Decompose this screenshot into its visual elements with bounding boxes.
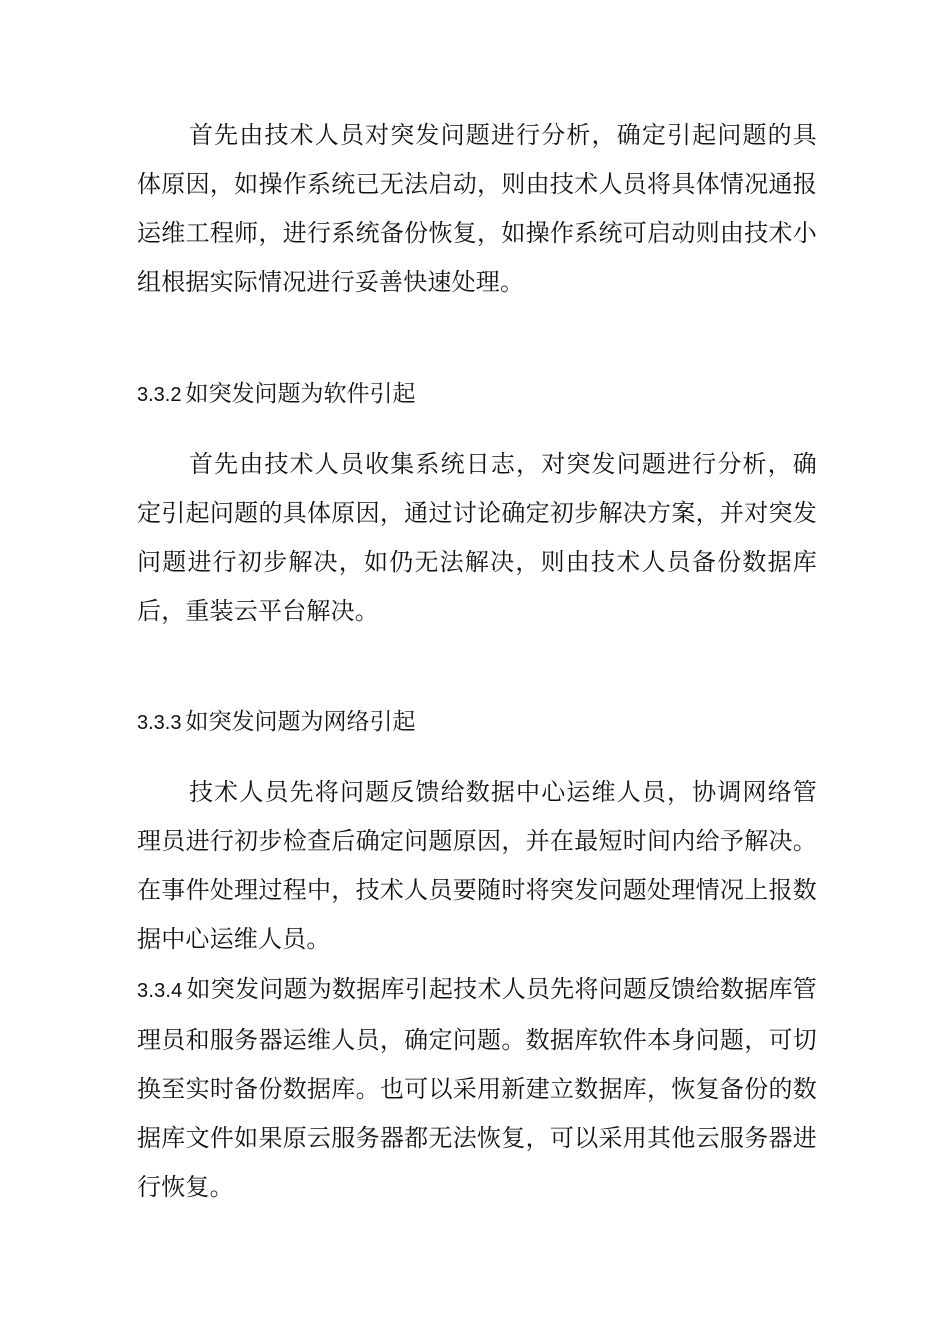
paragraph-database-handling (137, 965, 817, 1212)
section-number: 3.3.2 (137, 384, 182, 406)
section-heading-3-3-3 (137, 706, 415, 739)
section-number: 3.3.3 (137, 712, 182, 734)
paragraph-network-handling: 技术人员先将问题反馈给数据中心运维人员，协调网络管理员进行初步检查后确定问题原因，并在最短时间内给予解决。在事件处理过程中，技术人员要随时将突发问题处理情况上报数据中心运维人员。 (137, 778, 817, 953)
section-title: 如突发问题为网络引起 (185, 709, 416, 735)
paragraph-hardware-handling: 首先由技术人员对突发问题进行分析，确定引起问题的具体原因，如操作系统已无法启动，则由技术人员将具体情况通报运维工程师，进行系统备份恢复，如操作系统可启动则由技术小组根据实际情况进行妥善快速处理。 (137, 121, 817, 296)
section-body: 如突发问题为数据库引起技术人员先将问题反馈给数据库管理员和服务器运维人员，确定问题。数据库软件本身问题，可切换至实时备份数据库。也可以采用新建立数据库，恢复备份的数据库文件如果原云服务器都无法恢复，可以采用其他云服务器进行恢复。 (137, 975, 817, 1201)
section-heading-3-3-2 (137, 378, 415, 411)
paragraph-software-handling: 首先由技术人员收集系统日志，对突发问题进行分析，确定引起问题的具体原因，通过讨论确定初步解决方案，并对突发问题进行初步解决，如仍无法解决，则由技术人员备份数据库后，重装云平台解决。 (137, 450, 817, 625)
section-number: 3.3.4 (137, 980, 183, 1002)
section-title: 如突发问题为软件引起 (185, 381, 416, 407)
